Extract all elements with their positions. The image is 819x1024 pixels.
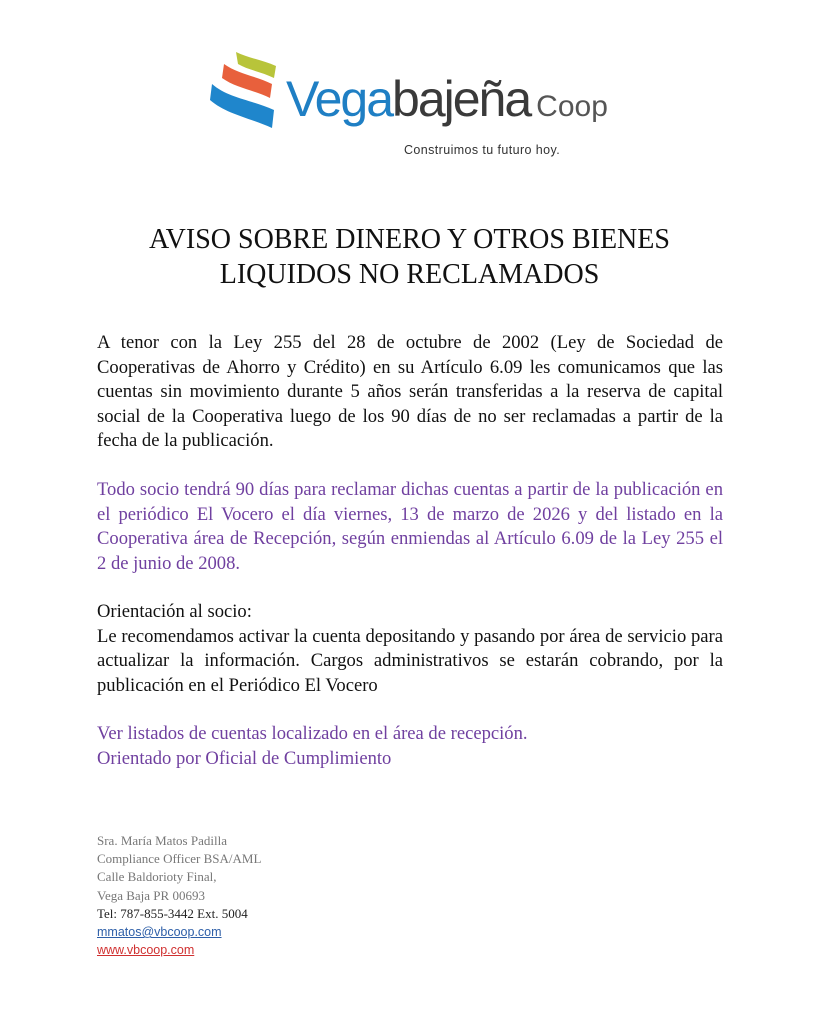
brand-vega: Vega [286, 71, 393, 127]
note-line-2: Orientado por Oficial de Cumplimiento [97, 747, 392, 769]
notes-section [97, 722, 723, 771]
contact-address-1: Calle Baldorioty Final, [97, 869, 217, 885]
note-line-1: Ver listados de cuentas localizado en el área de recepción. [97, 723, 528, 744]
claim-paragraph: Todo socio tendrá 90 días para reclamar dichas cuentas a partir de la publicación en el periódico El Vocero el día viernes, 13 de marzo de 2026 y del listado en la Cooperativa área de Recepción, según enmiendas al Artículo 6.09 de la Ley 255 el 2 de junio de 2008. [97, 479, 723, 574]
orientation-heading: Orientación al socio: [97, 601, 252, 622]
legal-paragraph: A tenor con la Ley 255 del 28 de octubre de 2002 (Ley de Sociedad de Cooperativas de Ahorro y Crédito) en su Artículo 6.09 les comunicamos que las cuentas sin movimiento durante 5 años serán transferidas a la reserva de capital social de la Cooperativa luego de los 90 días de no ser reclamadas a partir de la fecha de la publicación. [97, 332, 723, 452]
company-logo [208, 48, 608, 163]
contact-footer [97, 832, 261, 959]
title-line-2: LIQUIDOS NO RECLAMADOS [219, 259, 600, 290]
contact-role: Compliance Officer BSA/AML [97, 851, 262, 867]
brand-name [286, 70, 608, 128]
contact-name: Sra. María Matos Padilla [97, 833, 227, 848]
brand-bajena: bajeña [392, 71, 531, 127]
contact-phone: Tel: 787-855-3442 Ext. 5004 [97, 905, 248, 921]
contact-address-2: Vega Baja PR 00693 [97, 887, 205, 903]
page-title [0, 222, 819, 292]
email-link[interactable]: mmatos@vbcoop.com [97, 925, 222, 940]
wave-logo-icon [208, 48, 288, 138]
tagline: Construimos tu futuro hoy. [404, 143, 561, 157]
title-line-1: AVISO SOBRE DINERO Y OTROS BIENES [149, 224, 670, 255]
orientation-body: Le recomendamos activar la cuenta depositando y pasando por área de servicio para actualizar la información. Cargos administrativos se estarán cobrando, por la publicación en el Periódico El Vocero [97, 625, 723, 696]
orientation-section [97, 600, 723, 698]
brand-coop: Coop [536, 90, 608, 123]
website-link[interactable]: www.vbcoop.com [97, 943, 195, 958]
